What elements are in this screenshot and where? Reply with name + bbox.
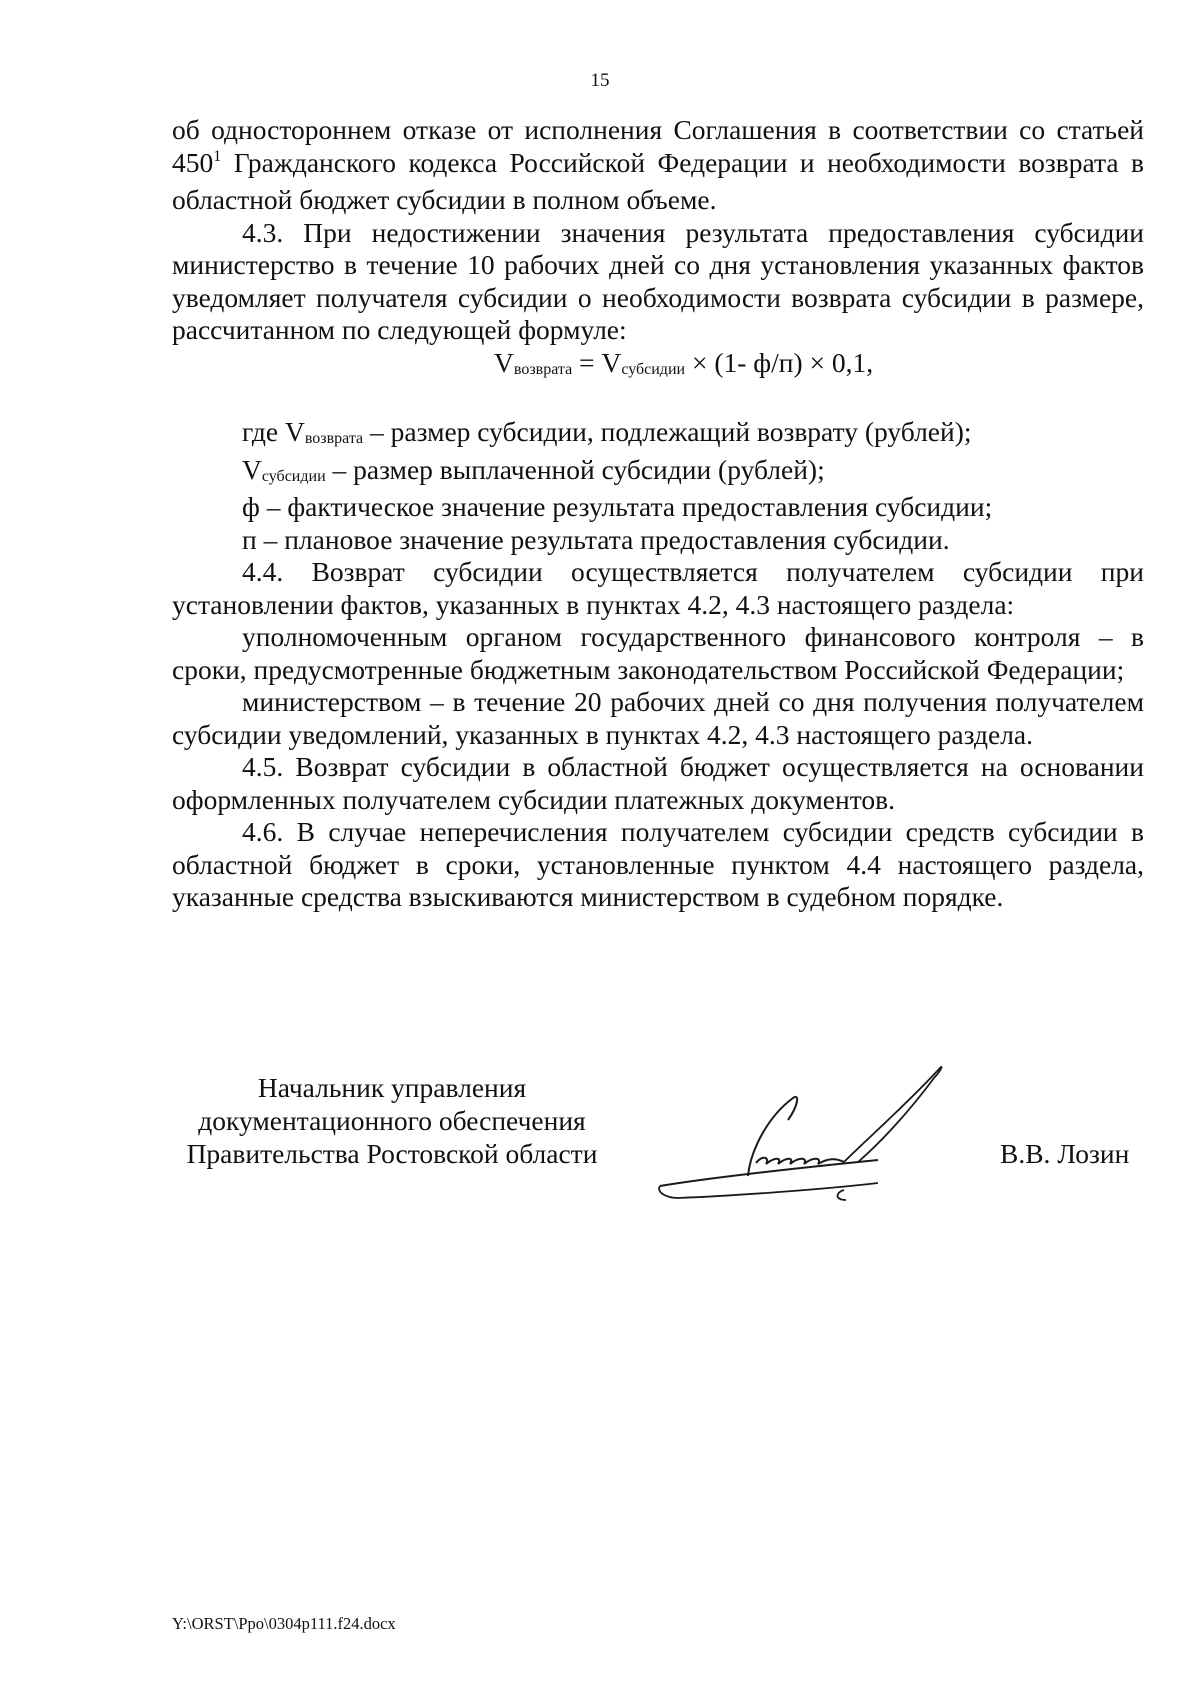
paragraph-text: Гражданского кодекса Российской Федерации и необходимости возврата в областной бюджет субсидии в полном объеме. (172, 146, 1144, 215)
definition-v-subsidy: $V_{субсидии}$ – размер выплаченной субсидии (рублей); (242, 453, 825, 485)
paragraph-text: об одностороннем отказе от исполнения Соглашения в соответствии со статьей 450 (172, 114, 1144, 178)
signer-title-line: документационного обеспечения (198, 1105, 586, 1136)
document-body (172, 114, 1144, 914)
signer-title-line: Начальник управления (257, 1072, 527, 1103)
paragraph-4-6: 4.6. В случае неперечисления получателем субсидии средств субсидии в областной бюджет в сроки, установленные пунктом 4.4 настоящего раздела, указанные средства взыскиваются министерством в судебном порядке. (172, 816, 1144, 912)
paragraph-4-4-ministry: министерством – в течение 20 рабочих дней со дня получения получателем субсидии уведомлений, указанных в пунктах 4.2, 4.3 настоящего раздела. (172, 686, 1144, 750)
paragraph-4-4: 4.4. Возврат субсидии осуществляется получателем субсидии при установлении фактов, указанных в пунктах 4.2, 4.3 настоящего раздела: (172, 556, 1144, 620)
paragraph-4-3: 4.3. При недостижении значения результата предоставления субсидии министерство в течение 10 рабочих дней со дня установления указанных фактов уведомляет получателя субсидии о необходимости возврата субсидии в размере, рассчитанном по следующей формуле: (172, 216, 1144, 345)
definition-f: ф – фактическое значение результата предоставления субсидии; (242, 491, 993, 522)
page-number: 15 (590, 70, 610, 91)
paragraph-4-4-control-body: уполномоченным органом государственного финансового контроля – в сроки, предусмотренные бюджетным законодательством Российской Федерации; (172, 621, 1144, 685)
formula-subscript: возврата (304, 430, 364, 447)
signer-title (172, 1071, 612, 1170)
paragraph-4-5: 4.5. Возврат субсидии в областной бюджет осуществляется на основании оформленных получателем субсидии платежных документов. (172, 751, 1144, 815)
blank-line (172, 384, 1144, 416)
formula-subscript: субсидии (261, 467, 326, 485)
signer-name: В.В. Лозин (1000, 1138, 1130, 1169)
file-path-footer: Y:\ORST\Ppo\0304p111.f24.docx (172, 1614, 396, 1633)
paragraph-continuation (172, 114, 1144, 217)
formula-subscript: субсидии (621, 360, 686, 378)
refund-formula: $V_{возврата} = V_{субсидии} \times (1-$ ф/п) × 0,1, (494, 346, 874, 378)
handwritten-signature (648, 1058, 978, 1208)
formula-subscript: возврата (513, 360, 573, 378)
superscript-article-number: 1 (213, 147, 222, 165)
definition-v-refund: где $V_{возврата}$ – размер субсидии, подлежащий возврату (рублей); (242, 416, 972, 447)
definition-p: п – плановое значение результата предоставления субсидии. (242, 523, 950, 555)
signer-title-line: Правительства Ростовской области (186, 1138, 598, 1169)
